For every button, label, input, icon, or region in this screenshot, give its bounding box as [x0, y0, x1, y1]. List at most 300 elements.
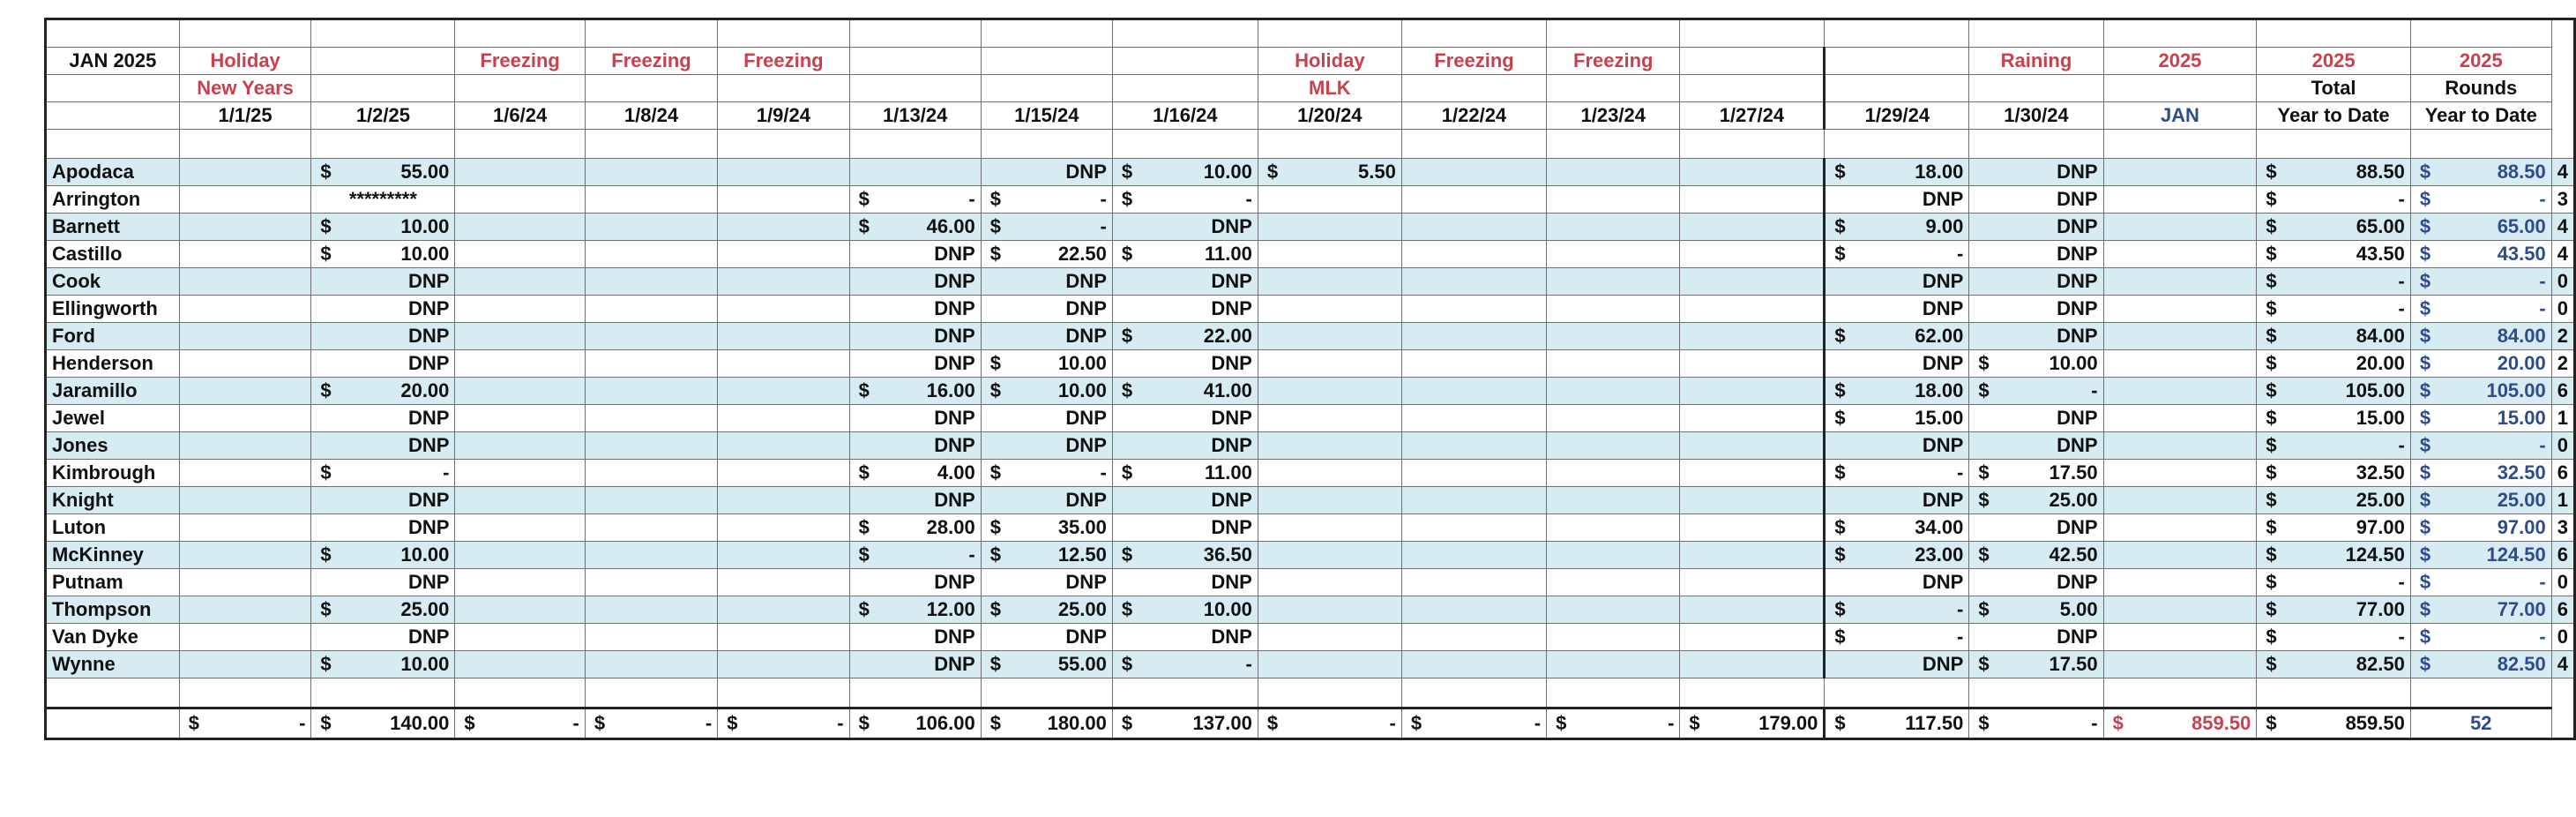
score-cell	[718, 323, 849, 350]
dollar-sign: $	[989, 243, 1001, 265]
score-cell	[2103, 350, 2257, 378]
header-cell	[718, 75, 849, 102]
score-cell: DNP	[981, 569, 1112, 596]
dollar-sign: $	[858, 516, 870, 538]
dollar-sign: $	[1121, 461, 1133, 483]
dollar-sign: $	[1121, 653, 1133, 675]
score-cell	[1680, 596, 1825, 624]
score-cell: 4	[2551, 651, 2574, 678]
total-cell	[1680, 708, 1825, 739]
amount-value: -	[299, 712, 306, 734]
score-cell	[2257, 651, 2411, 678]
score-cell	[2257, 378, 2411, 405]
score-cell: DNP	[1825, 651, 1969, 678]
score-cell	[1969, 542, 2103, 569]
empty-cell	[1401, 678, 1546, 708]
amount-value: 10.00	[1203, 161, 1252, 183]
header-cell: 1/20/24	[1258, 102, 1401, 130]
amount-value: 117.50	[1905, 712, 1964, 734]
amount-value: 25.00	[2049, 489, 2098, 511]
amount-value: -	[1100, 188, 1107, 210]
score-cell: DNP	[981, 487, 1112, 514]
empty-cell	[1680, 678, 1825, 708]
amount-value: -	[2539, 188, 2546, 210]
dollar-sign: $	[1834, 598, 1846, 620]
player-row	[46, 460, 2575, 487]
dollar-sign: $	[320, 653, 332, 675]
score-cell	[585, 296, 717, 323]
dollar-sign: $	[320, 712, 332, 734]
player-name: Barnett	[46, 214, 180, 241]
score-cell	[455, 624, 585, 651]
score-cell: 3	[2551, 514, 2574, 542]
amount-value: -	[968, 543, 975, 566]
score-cell: *********	[311, 186, 455, 214]
score-cell: DNP	[849, 268, 981, 296]
empty-cell	[718, 130, 849, 159]
score-cell	[1825, 542, 1969, 569]
dollar-sign: $	[1121, 243, 1133, 265]
dollar-sign: $	[1834, 215, 1846, 237]
score-cell	[1258, 323, 1401, 350]
score-cell	[1547, 159, 1680, 186]
score-cell	[1547, 542, 1680, 569]
score-cell	[585, 651, 717, 678]
dollar-sign: $	[2419, 516, 2431, 538]
score-cell	[2257, 596, 2411, 624]
header-cell	[981, 48, 1112, 75]
amount-value: -	[1534, 712, 1542, 734]
total-cell	[455, 708, 585, 739]
score-cell	[179, 323, 311, 350]
score-cell: 4	[2551, 241, 2574, 268]
score-cell	[1547, 460, 1680, 487]
score-cell: DNP	[1825, 296, 1969, 323]
score-cell	[981, 460, 1112, 487]
top-blank-row	[46, 19, 2575, 48]
empty-cell	[179, 678, 311, 708]
score-cell: DNP	[981, 159, 1112, 186]
total-cell: 52	[2410, 708, 2551, 739]
score-cell	[2410, 460, 2551, 487]
dollar-sign: $	[2419, 243, 2431, 265]
player-name: Knight	[46, 487, 180, 514]
score-cell: DNP	[849, 487, 981, 514]
header-cell: 2025	[2103, 48, 2257, 75]
score-cell	[2257, 460, 2411, 487]
player-name: Cook	[46, 268, 180, 296]
player-name: Henderson	[46, 350, 180, 378]
score-cell	[1680, 624, 1825, 651]
score-cell: DNP	[849, 405, 981, 432]
score-cell	[311, 596, 455, 624]
dollar-sign: $	[2112, 712, 2124, 734]
score-cell	[1401, 487, 1546, 514]
score-cell	[1258, 542, 1401, 569]
score-cell	[1825, 596, 1969, 624]
score-cell	[585, 268, 717, 296]
amount-value: 10.00	[400, 653, 450, 675]
score-cell	[2257, 241, 2411, 268]
score-cell	[1112, 596, 1258, 624]
score-cell	[179, 651, 311, 678]
header-cell: 1/22/24	[1401, 102, 1546, 130]
empty-cell	[455, 678, 585, 708]
score-cell	[1547, 432, 1680, 460]
amount-value: 82.50	[2356, 653, 2405, 675]
player-row	[46, 214, 2575, 241]
score-cell: DNP	[311, 296, 455, 323]
score-cell	[2103, 542, 2257, 569]
score-cell	[1112, 241, 1258, 268]
score-cell: DNP	[1969, 569, 2103, 596]
score-cell	[1112, 460, 1258, 487]
amount-value: 5.00	[2059, 598, 2098, 620]
empty-cell	[311, 678, 455, 708]
empty-cell	[311, 19, 455, 48]
dollar-sign: $	[2419, 461, 2431, 483]
score-cell	[1547, 241, 1680, 268]
score-cell	[718, 296, 849, 323]
amount-value: 55.00	[400, 161, 450, 183]
score-cell	[1258, 378, 1401, 405]
score-cell: 4	[2551, 159, 2574, 186]
score-cell	[1401, 186, 1546, 214]
score-cell	[718, 350, 849, 378]
dollar-sign: $	[2266, 461, 2277, 483]
empty-cell	[1401, 19, 1546, 48]
score-cell: DNP	[1112, 350, 1258, 378]
header-cell	[1825, 48, 1969, 75]
dollar-sign: $	[1978, 352, 1990, 374]
dollar-sign: $	[1978, 653, 1990, 675]
score-cell	[179, 186, 311, 214]
score-cell	[2410, 405, 2551, 432]
score-cell: DNP	[849, 432, 981, 460]
score-cell: DNP	[311, 624, 455, 651]
amount-value: 25.00	[400, 598, 450, 620]
score-cell	[718, 378, 849, 405]
score-cell	[2410, 268, 2551, 296]
score-cell: 0	[2551, 624, 2574, 651]
score-cell: DNP	[1969, 186, 2103, 214]
amount-value: -	[1668, 712, 1675, 734]
empty-cell	[1547, 678, 1680, 708]
dollar-sign: $	[2419, 543, 2431, 566]
dollar-sign: $	[989, 712, 1001, 734]
amount-value: 88.50	[2356, 161, 2405, 183]
amount-value: 25.00	[2497, 489, 2546, 511]
score-cell	[455, 596, 585, 624]
score-cell	[1825, 241, 1969, 268]
header-cell: 2025	[2257, 48, 2411, 75]
header-cell	[1401, 75, 1546, 102]
score-cell: DNP	[1112, 405, 1258, 432]
amount-value: 17.50	[2049, 461, 2098, 483]
score-cell	[2257, 432, 2411, 460]
amount-value: -	[2398, 188, 2405, 210]
score-cell	[2410, 378, 2551, 405]
amount-value: 12.50	[1057, 543, 1107, 566]
dollar-sign: $	[2266, 712, 2277, 734]
amount-value: 5.50	[1358, 161, 1396, 183]
score-cell: DNP	[1112, 624, 1258, 651]
player-name: Castillo	[46, 241, 180, 268]
player-name: Thompson	[46, 596, 180, 624]
amount-value: 65.00	[2356, 215, 2405, 237]
score-cell	[1401, 214, 1546, 241]
score-cell	[2257, 542, 2411, 569]
dollar-sign: $	[464, 712, 475, 734]
empty-cell	[1112, 19, 1258, 48]
score-cell	[179, 241, 311, 268]
header-cell	[849, 75, 981, 102]
score-cell	[1680, 378, 1825, 405]
score-cell	[455, 214, 585, 241]
amount-value: 97.00	[2356, 516, 2405, 538]
score-cell	[2410, 241, 2551, 268]
score-cell	[2257, 268, 2411, 296]
amount-value: -	[1389, 712, 1396, 734]
score-cell	[2103, 514, 2257, 542]
amount-value: 65.00	[2497, 215, 2546, 237]
score-cell: DNP	[311, 487, 455, 514]
header-cell: 1/9/24	[718, 102, 849, 130]
amount-value: -	[2539, 297, 2546, 319]
dollar-sign: $	[1834, 626, 1846, 648]
dollar-sign: $	[594, 712, 606, 734]
dollar-sign: $	[1410, 712, 1422, 734]
score-cell	[1547, 624, 1680, 651]
score-cell	[1401, 460, 1546, 487]
score-cell	[311, 651, 455, 678]
dollar-sign: $	[2266, 653, 2277, 675]
amount-value: 43.50	[2356, 243, 2405, 265]
score-cell	[455, 378, 585, 405]
score-cell: 6	[2551, 460, 2574, 487]
dollar-sign: $	[727, 712, 738, 734]
score-cell	[2257, 624, 2411, 651]
score-cell	[1112, 651, 1258, 678]
score-cell	[1547, 268, 1680, 296]
dollar-sign: $	[2419, 407, 2431, 429]
amount-value: 42.50	[2049, 543, 2098, 566]
score-cell	[1112, 378, 1258, 405]
player-name: Jones	[46, 432, 180, 460]
player-name: Wynne	[46, 651, 180, 678]
amount-value: 859.50	[2345, 712, 2405, 734]
totals-row	[46, 708, 2575, 739]
score-cell	[1258, 159, 1401, 186]
dollar-sign: $	[2266, 379, 2277, 401]
score-cell	[585, 378, 717, 405]
score-cell	[849, 596, 981, 624]
amount-value: -	[1957, 243, 1964, 265]
header-cell	[2103, 75, 2257, 102]
score-cell	[2410, 323, 2551, 350]
score-cell	[455, 487, 585, 514]
dollar-sign: $	[2266, 434, 2277, 456]
score-cell	[1547, 514, 1680, 542]
player-row	[46, 159, 2575, 186]
score-cell: DNP	[981, 268, 1112, 296]
score-cell	[455, 651, 585, 678]
dollar-sign: $	[1121, 712, 1133, 734]
empty-cell	[1969, 130, 2103, 159]
score-cell: DNP	[1825, 569, 1969, 596]
amount-value: 179.00	[1758, 712, 1818, 734]
amount-value: -	[2539, 270, 2546, 292]
score-cell	[718, 241, 849, 268]
amount-value: 4.00	[937, 461, 975, 483]
score-cell	[718, 460, 849, 487]
dollar-sign: $	[1834, 461, 1846, 483]
score-cell	[1680, 241, 1825, 268]
dollar-sign: $	[1834, 543, 1846, 566]
score-cell	[718, 214, 849, 241]
score-cell	[849, 214, 981, 241]
empty-cell	[46, 130, 180, 159]
score-cell	[179, 487, 311, 514]
score-cell	[1547, 487, 1680, 514]
score-cell	[585, 596, 717, 624]
score-cell: DNP	[311, 405, 455, 432]
amount-value: -	[2398, 297, 2405, 319]
dollar-sign: $	[2419, 352, 2431, 374]
score-cell	[1547, 569, 1680, 596]
total-cell	[981, 708, 1112, 739]
total-cell	[1258, 708, 1401, 739]
score-cell	[1401, 378, 1546, 405]
header-cell: 2025	[2410, 48, 2551, 75]
empty-cell	[1401, 130, 1546, 159]
score-cell	[849, 542, 981, 569]
score-cell	[2257, 405, 2411, 432]
score-cell	[179, 378, 311, 405]
empty-cell	[585, 19, 717, 48]
score-cell	[585, 159, 717, 186]
score-cell	[1401, 323, 1546, 350]
empty-cell	[585, 130, 717, 159]
score-cell: DNP	[1969, 624, 2103, 651]
dollar-sign: $	[320, 161, 332, 183]
score-cell	[2103, 378, 2257, 405]
score-cell	[981, 350, 1112, 378]
score-cell	[2103, 268, 2257, 296]
player-name: Kimbrough	[46, 460, 180, 487]
dollar-sign: $	[2419, 379, 2431, 401]
header-cell: Holiday	[1258, 48, 1401, 75]
score-cell	[1680, 569, 1825, 596]
amount-value: 105.00	[2486, 379, 2546, 401]
amount-value: -	[2091, 712, 2098, 734]
amount-value: 22.50	[1057, 243, 1107, 265]
empty-cell	[981, 19, 1112, 48]
header-cell: Holiday	[179, 48, 311, 75]
header-cell	[1112, 48, 1258, 75]
player-row	[46, 432, 2575, 460]
amount-value: 18.00	[1915, 161, 1964, 183]
dollar-sign: $	[1121, 188, 1133, 210]
header-cell: JAN	[2103, 102, 2257, 130]
score-cell	[1680, 487, 1825, 514]
score-cell	[1825, 624, 1969, 651]
score-cell	[2410, 296, 2551, 323]
amount-value: -	[705, 712, 713, 734]
header-cell: 1/2/25	[311, 102, 455, 130]
amount-value: 859.50	[2191, 712, 2251, 734]
score-cell	[2103, 596, 2257, 624]
score-cell: DNP	[981, 405, 1112, 432]
sheet-body	[46, 19, 2575, 739]
score-cell	[179, 214, 311, 241]
amount-value: 43.50	[2497, 243, 2546, 265]
score-cell	[2257, 514, 2411, 542]
dollar-sign: $	[1834, 161, 1846, 183]
score-cell	[1680, 323, 1825, 350]
header-cell: 1/30/24	[1969, 102, 2103, 130]
dollar-sign: $	[1121, 598, 1133, 620]
empty-cell	[455, 130, 585, 159]
dollar-sign: $	[2419, 215, 2431, 237]
score-cell: DNP	[849, 651, 981, 678]
dollar-sign: $	[1834, 379, 1846, 401]
golf-tally-spreadsheet	[44, 18, 2576, 740]
empty-cell	[849, 130, 981, 159]
score-cell	[718, 569, 849, 596]
score-cell	[1401, 432, 1546, 460]
score-cell	[2103, 651, 2257, 678]
score-cell	[2410, 651, 2551, 678]
score-cell: DNP	[1969, 323, 2103, 350]
header-cell: Freezing	[585, 48, 717, 75]
header-cell	[455, 75, 585, 102]
score-cell	[981, 542, 1112, 569]
amount-value: 55.00	[1057, 653, 1107, 675]
dollar-sign: $	[1834, 516, 1846, 538]
dollar-sign: $	[858, 598, 870, 620]
amount-value: 28.00	[926, 516, 975, 538]
score-cell	[1112, 323, 1258, 350]
empty-cell	[1547, 19, 1680, 48]
score-cell	[2410, 514, 2551, 542]
header-cell	[1969, 75, 2103, 102]
score-cell	[455, 432, 585, 460]
score-cell: DNP	[1969, 432, 2103, 460]
score-cell	[2103, 405, 2257, 432]
score-cell	[1258, 596, 1401, 624]
dollar-sign: $	[2266, 270, 2277, 292]
player-row	[46, 296, 2575, 323]
header-cell: Freezing	[1547, 48, 1680, 75]
score-cell	[1825, 214, 1969, 241]
player-row	[46, 542, 2575, 569]
amount-value: 10.00	[1057, 379, 1107, 401]
score-cell	[2103, 159, 2257, 186]
score-cell	[1680, 159, 1825, 186]
dollar-sign: $	[188, 712, 199, 734]
amount-value: 10.00	[400, 543, 450, 566]
header-cell: Rounds	[2410, 75, 2551, 102]
score-cell	[1680, 405, 1825, 432]
dollar-sign: $	[858, 379, 870, 401]
amount-value: 77.00	[2497, 598, 2546, 620]
score-cell	[2103, 186, 2257, 214]
dollar-sign: $	[1121, 543, 1133, 566]
score-cell	[1825, 159, 1969, 186]
score-cell	[1969, 596, 2103, 624]
score-cell	[718, 159, 849, 186]
